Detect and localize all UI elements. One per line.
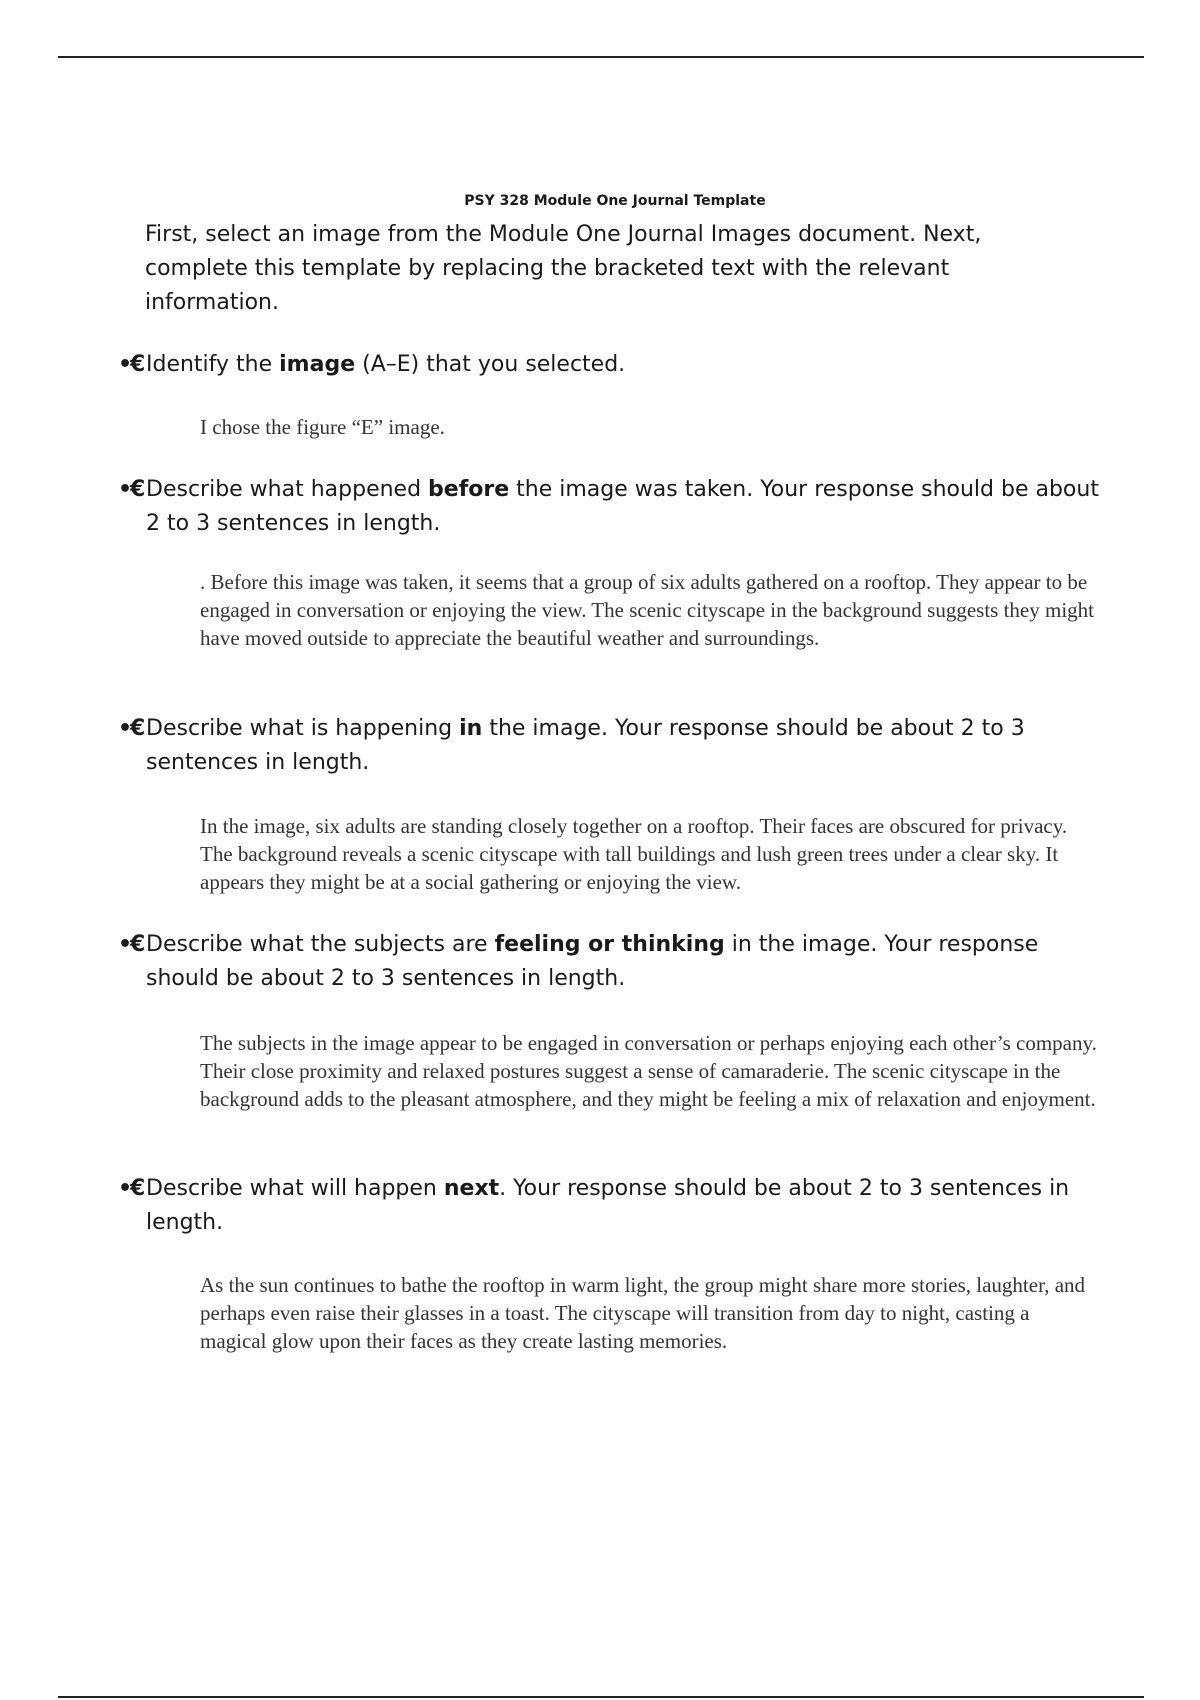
- prompt-emphasis: next: [443, 1176, 500, 1201]
- prompt-text: Identify the: [146, 352, 280, 377]
- header-rule: [58, 56, 1144, 58]
- footer-rule: [58, 1696, 1144, 1698]
- document-title: PSY 328 Module One Journal Template: [464, 193, 766, 209]
- prompt-text: the image was taken. Your response should be about 2 to 3 sentences in length.: [146, 477, 1099, 536]
- prompt-in-image: [118, 712, 1118, 780]
- prompt-emphasis: feeling or thinking: [494, 932, 725, 957]
- prompt-text: . Your response should be about 2 to 3 sentences in length.: [146, 1176, 1070, 1235]
- prompt-what-next: [118, 1172, 1118, 1240]
- prompt-emphasis: image: [279, 352, 356, 377]
- instructions-paragraph: First, select an image from the Module One Journal Images document. Next, complete this template by replacing the bracketed text with the relevant information.: [145, 222, 982, 315]
- answer-before-image: . Before this image was taken, it seems that a group of six adults gathered on a rooftop. They appear to be engaged in conversation or enjoying the view. The scenic cityscape in the background suggests they might have moved outside to appreciate the beautiful weather and surroundings.: [200, 570, 1095, 650]
- answer-feeling-thinking: The subjects in the image appear to be engaged in conversation or perhaps enjoying each other’s company. Their close proximity and relaxed postures suggest a sense of camaraderie. The scenic cityscape in the background adds to the pleasant atmosphere, and they might be feeling a mix of relaxation and enjoyment.: [200, 1031, 1097, 1111]
- prompt-emphasis: in: [459, 716, 483, 741]
- bullet-marker: •€: [118, 477, 144, 502]
- prompt-text: Describe what happened: [146, 477, 429, 502]
- answer-what-next: As the sun continues to bathe the rooftop in warm light, the group might share more stories, laughter, and perhaps even raise their glasses in a toast. The cityscape will transition from day to night, casting a magical glow upon their faces as they create lasting memories.: [200, 1273, 1086, 1353]
- prompt-feeling-thinking: [118, 928, 1118, 996]
- prompt-emphasis: before: [428, 477, 510, 502]
- prompt-text: (A–E) that you selected.: [355, 352, 626, 377]
- prompt-text: Describe what is happening: [146, 716, 460, 741]
- prompt-text: Describe what will happen: [146, 1176, 444, 1201]
- bullet-marker: •€: [118, 932, 144, 957]
- answer-in-image: In the image, six adults are standing closely together on a rooftop. Their faces are obscured for privacy. The background reveals a scenic cityscape with tall buildings and lush green trees under a clear sky. It appears they might be at a social gathering or enjoying the view.: [200, 814, 1068, 894]
- bullet-marker: •€: [118, 352, 144, 377]
- bullet-marker: •€: [118, 716, 144, 741]
- prompt-text: Describe what the subjects are: [146, 932, 495, 957]
- prompt-text: in the image. Your response should be about 2 to 3 sentences in length.: [146, 932, 1039, 991]
- bullet-marker: •€: [118, 1176, 144, 1201]
- answer-image-selection: I chose the figure “E” image.: [200, 415, 445, 439]
- prompt-image-selection: [118, 348, 1118, 382]
- prompt-text: the image. Your response should be about 2 to 3 sentences in length.: [146, 716, 1025, 775]
- prompt-before-image: [118, 473, 1118, 541]
